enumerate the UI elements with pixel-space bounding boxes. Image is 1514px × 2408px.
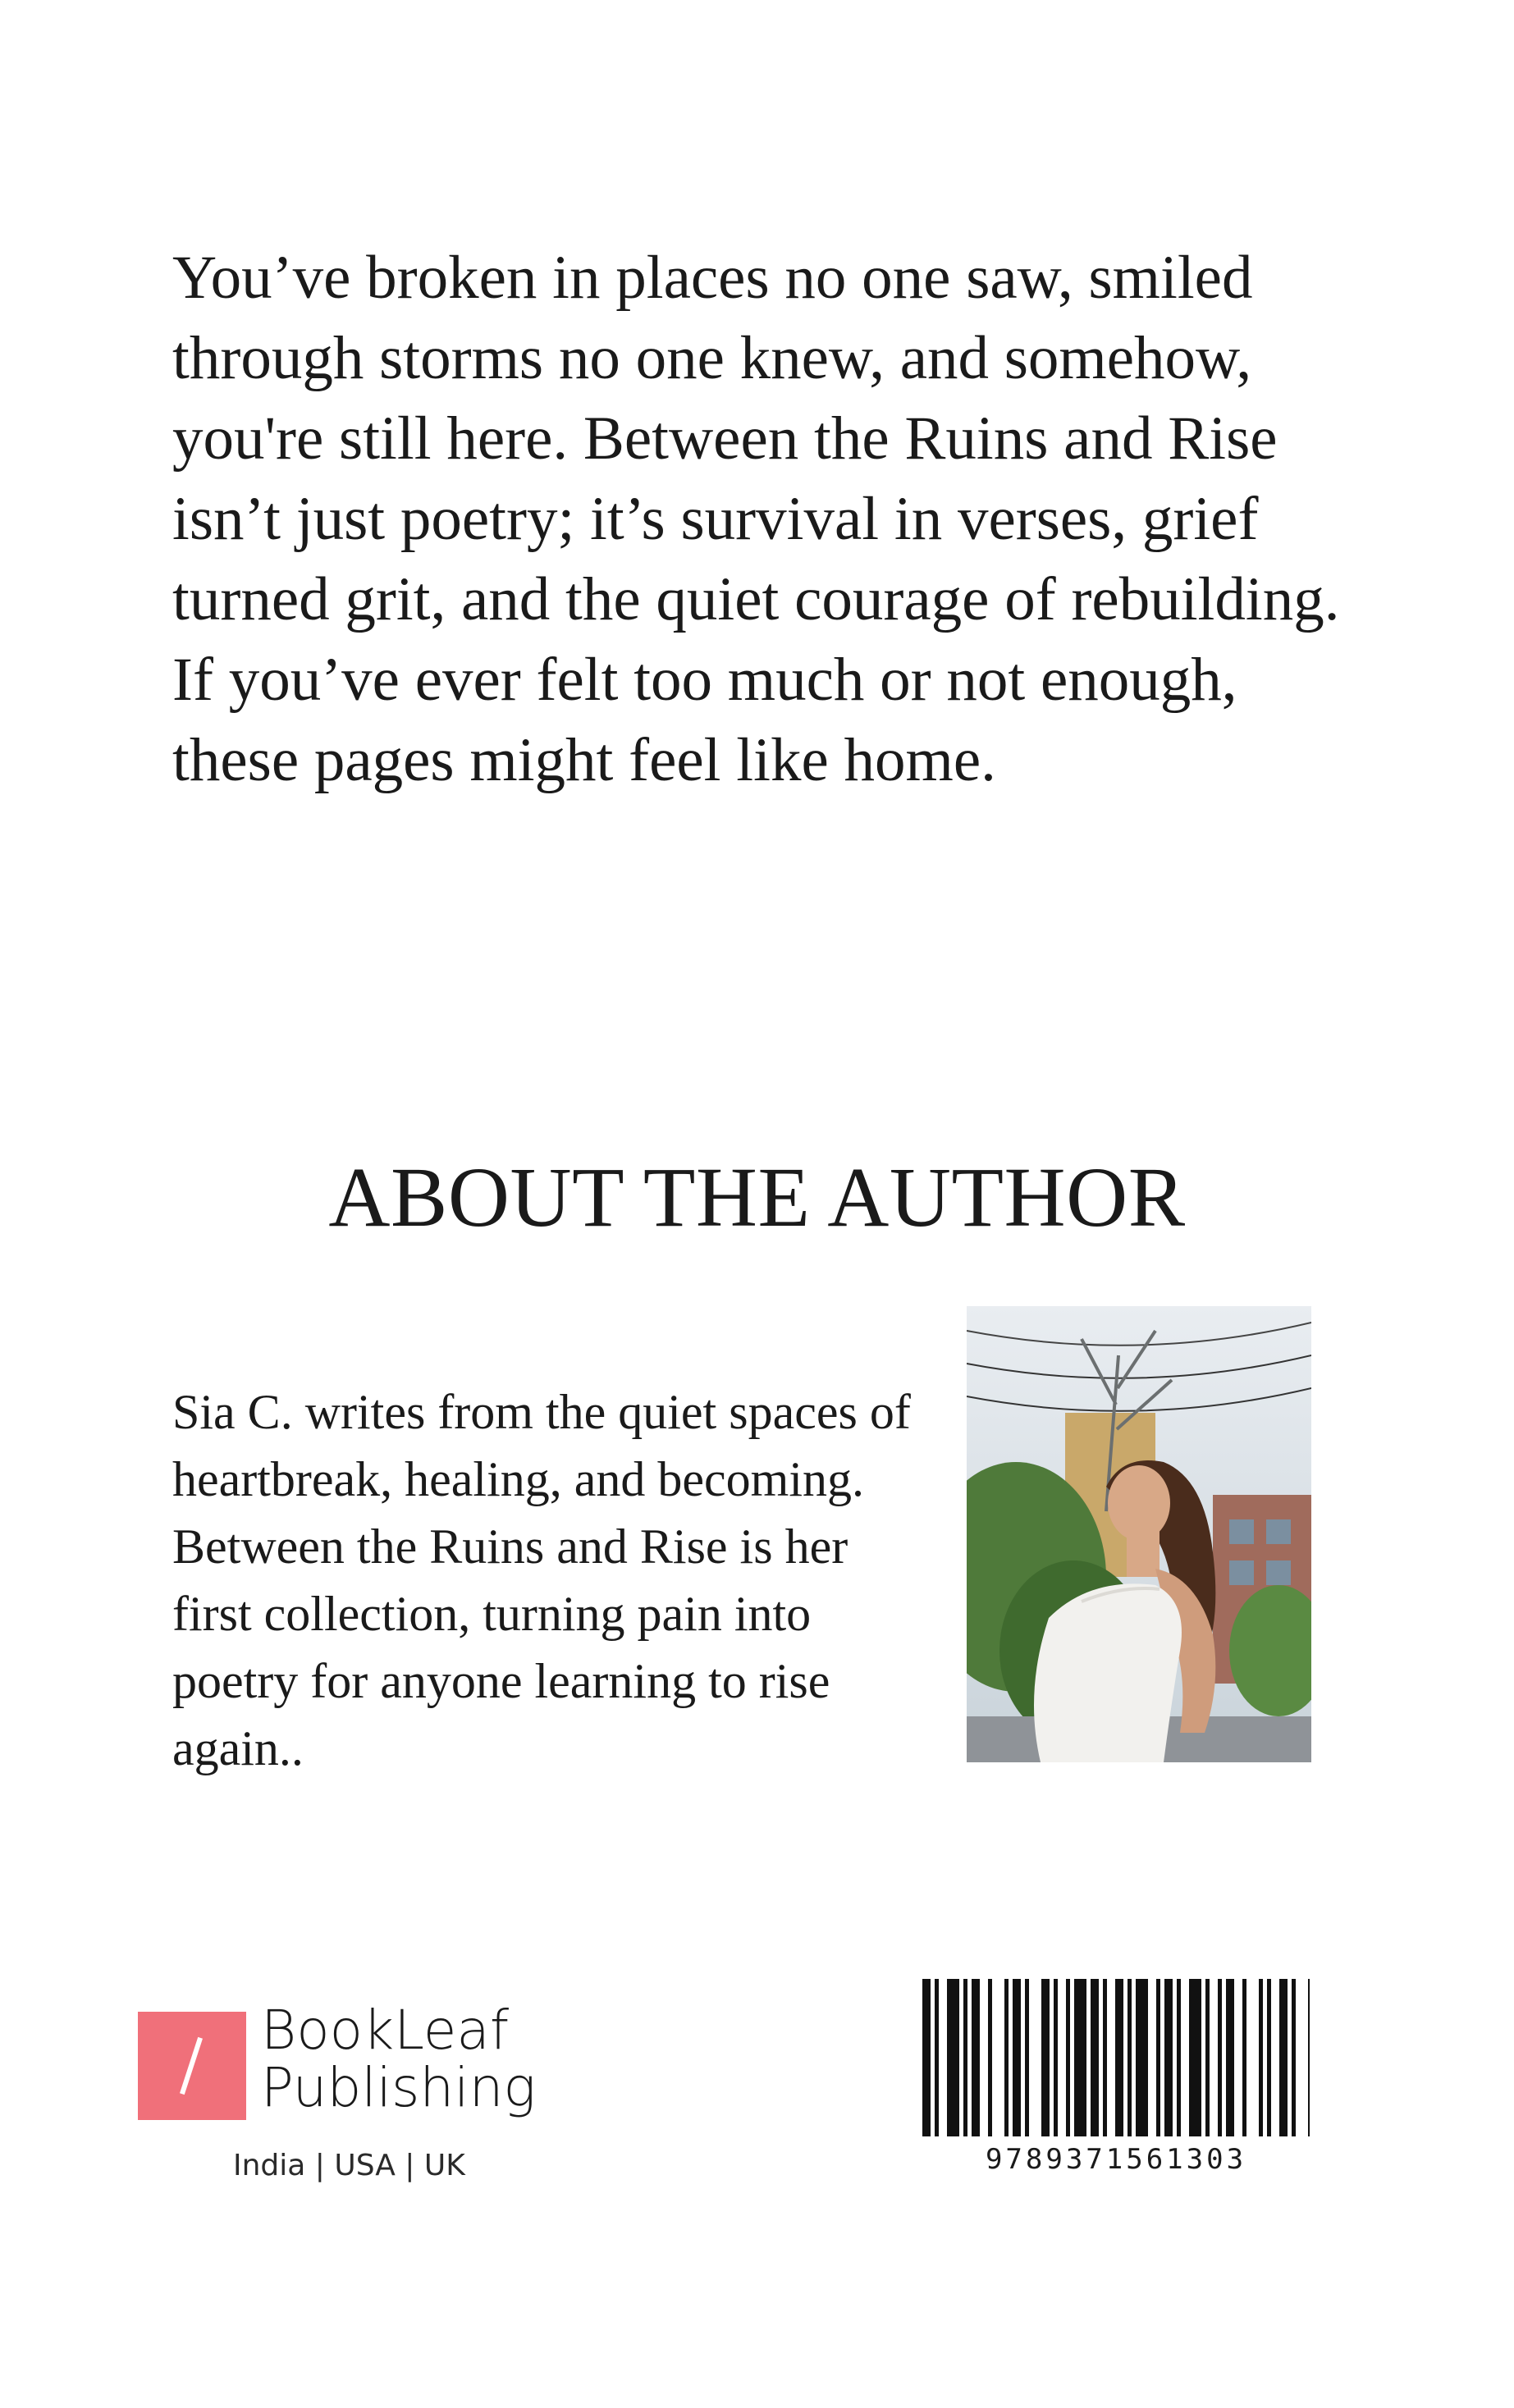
barcode-bar bbox=[1177, 1979, 1181, 2136]
about-the-author-heading: ABOUT THE AUTHOR bbox=[328, 1150, 1186, 1245]
author-bio: Sia C. writes from the quiet spaces of heartbreak, healing, and becoming. Between the Ruins and Rise is her first collection, turning pain into poetry for anyone learning to rise again.. bbox=[172, 1385, 911, 1775]
barcode-bar bbox=[1279, 1979, 1288, 2136]
barcode-bar bbox=[1242, 1979, 1246, 2136]
barcode-bar bbox=[988, 1979, 992, 2136]
publisher-name: BookLeaf Publishing bbox=[261, 1999, 537, 2119]
isbn-number: 9789371561303 bbox=[985, 2143, 1247, 2176]
publisher-mark-icon bbox=[138, 2012, 246, 2120]
barcode-bar bbox=[1004, 1979, 1009, 2136]
barcode-bar bbox=[1103, 1979, 1107, 2136]
barcode-bar bbox=[1054, 1979, 1058, 2136]
barcode-bar bbox=[972, 1979, 980, 2136]
barcode-bar bbox=[1041, 1979, 1050, 2136]
barcode-bar bbox=[922, 1979, 931, 2136]
author-photo bbox=[967, 1306, 1311, 1762]
barcode-bar bbox=[1156, 1979, 1160, 2136]
barcode-bar bbox=[1218, 1979, 1222, 2136]
barcode-bar bbox=[1013, 1979, 1021, 2136]
barcode-bar bbox=[963, 1979, 967, 2136]
barcode-bars bbox=[919, 1979, 1313, 2136]
barcode-bar bbox=[947, 1979, 959, 2136]
publisher-logo bbox=[138, 1999, 565, 2182]
barcode-bar bbox=[1115, 1979, 1123, 2136]
barcode-bar bbox=[1066, 1979, 1070, 2136]
barcode-bar bbox=[1189, 1979, 1201, 2136]
barcode-bar bbox=[1267, 1979, 1271, 2136]
barcode-bar bbox=[1164, 1979, 1173, 2136]
barcode-bar bbox=[1074, 1979, 1086, 2136]
publisher-regions: India | USA | UK bbox=[233, 2149, 465, 2182]
barcode-bar bbox=[1025, 1979, 1029, 2136]
barcode-bar bbox=[1259, 1979, 1263, 2136]
barcode-bar bbox=[1205, 1979, 1210, 2136]
barcode-bar bbox=[1136, 1979, 1148, 2136]
barcode-bar bbox=[935, 1979, 939, 2136]
barcode-bar bbox=[1226, 1979, 1234, 2136]
isbn-barcode bbox=[919, 1979, 1313, 2184]
barcode-bar bbox=[1091, 1979, 1099, 2136]
barcode-bar bbox=[1292, 1979, 1296, 2136]
barcode-bar bbox=[1127, 1979, 1132, 2136]
back-cover-blurb: You’ve broken in places no one saw, smiled through storms no one knew, and somehow, you're still here. Between the Ruins and Rise isn’t just poetry; it’s survival in verses, grief turned grit, and the quiet courage of rebuilding. If you’ve ever felt too much or not enough, these pages might feel like home. bbox=[172, 244, 1340, 794]
barcode-bar bbox=[1308, 1979, 1310, 2136]
